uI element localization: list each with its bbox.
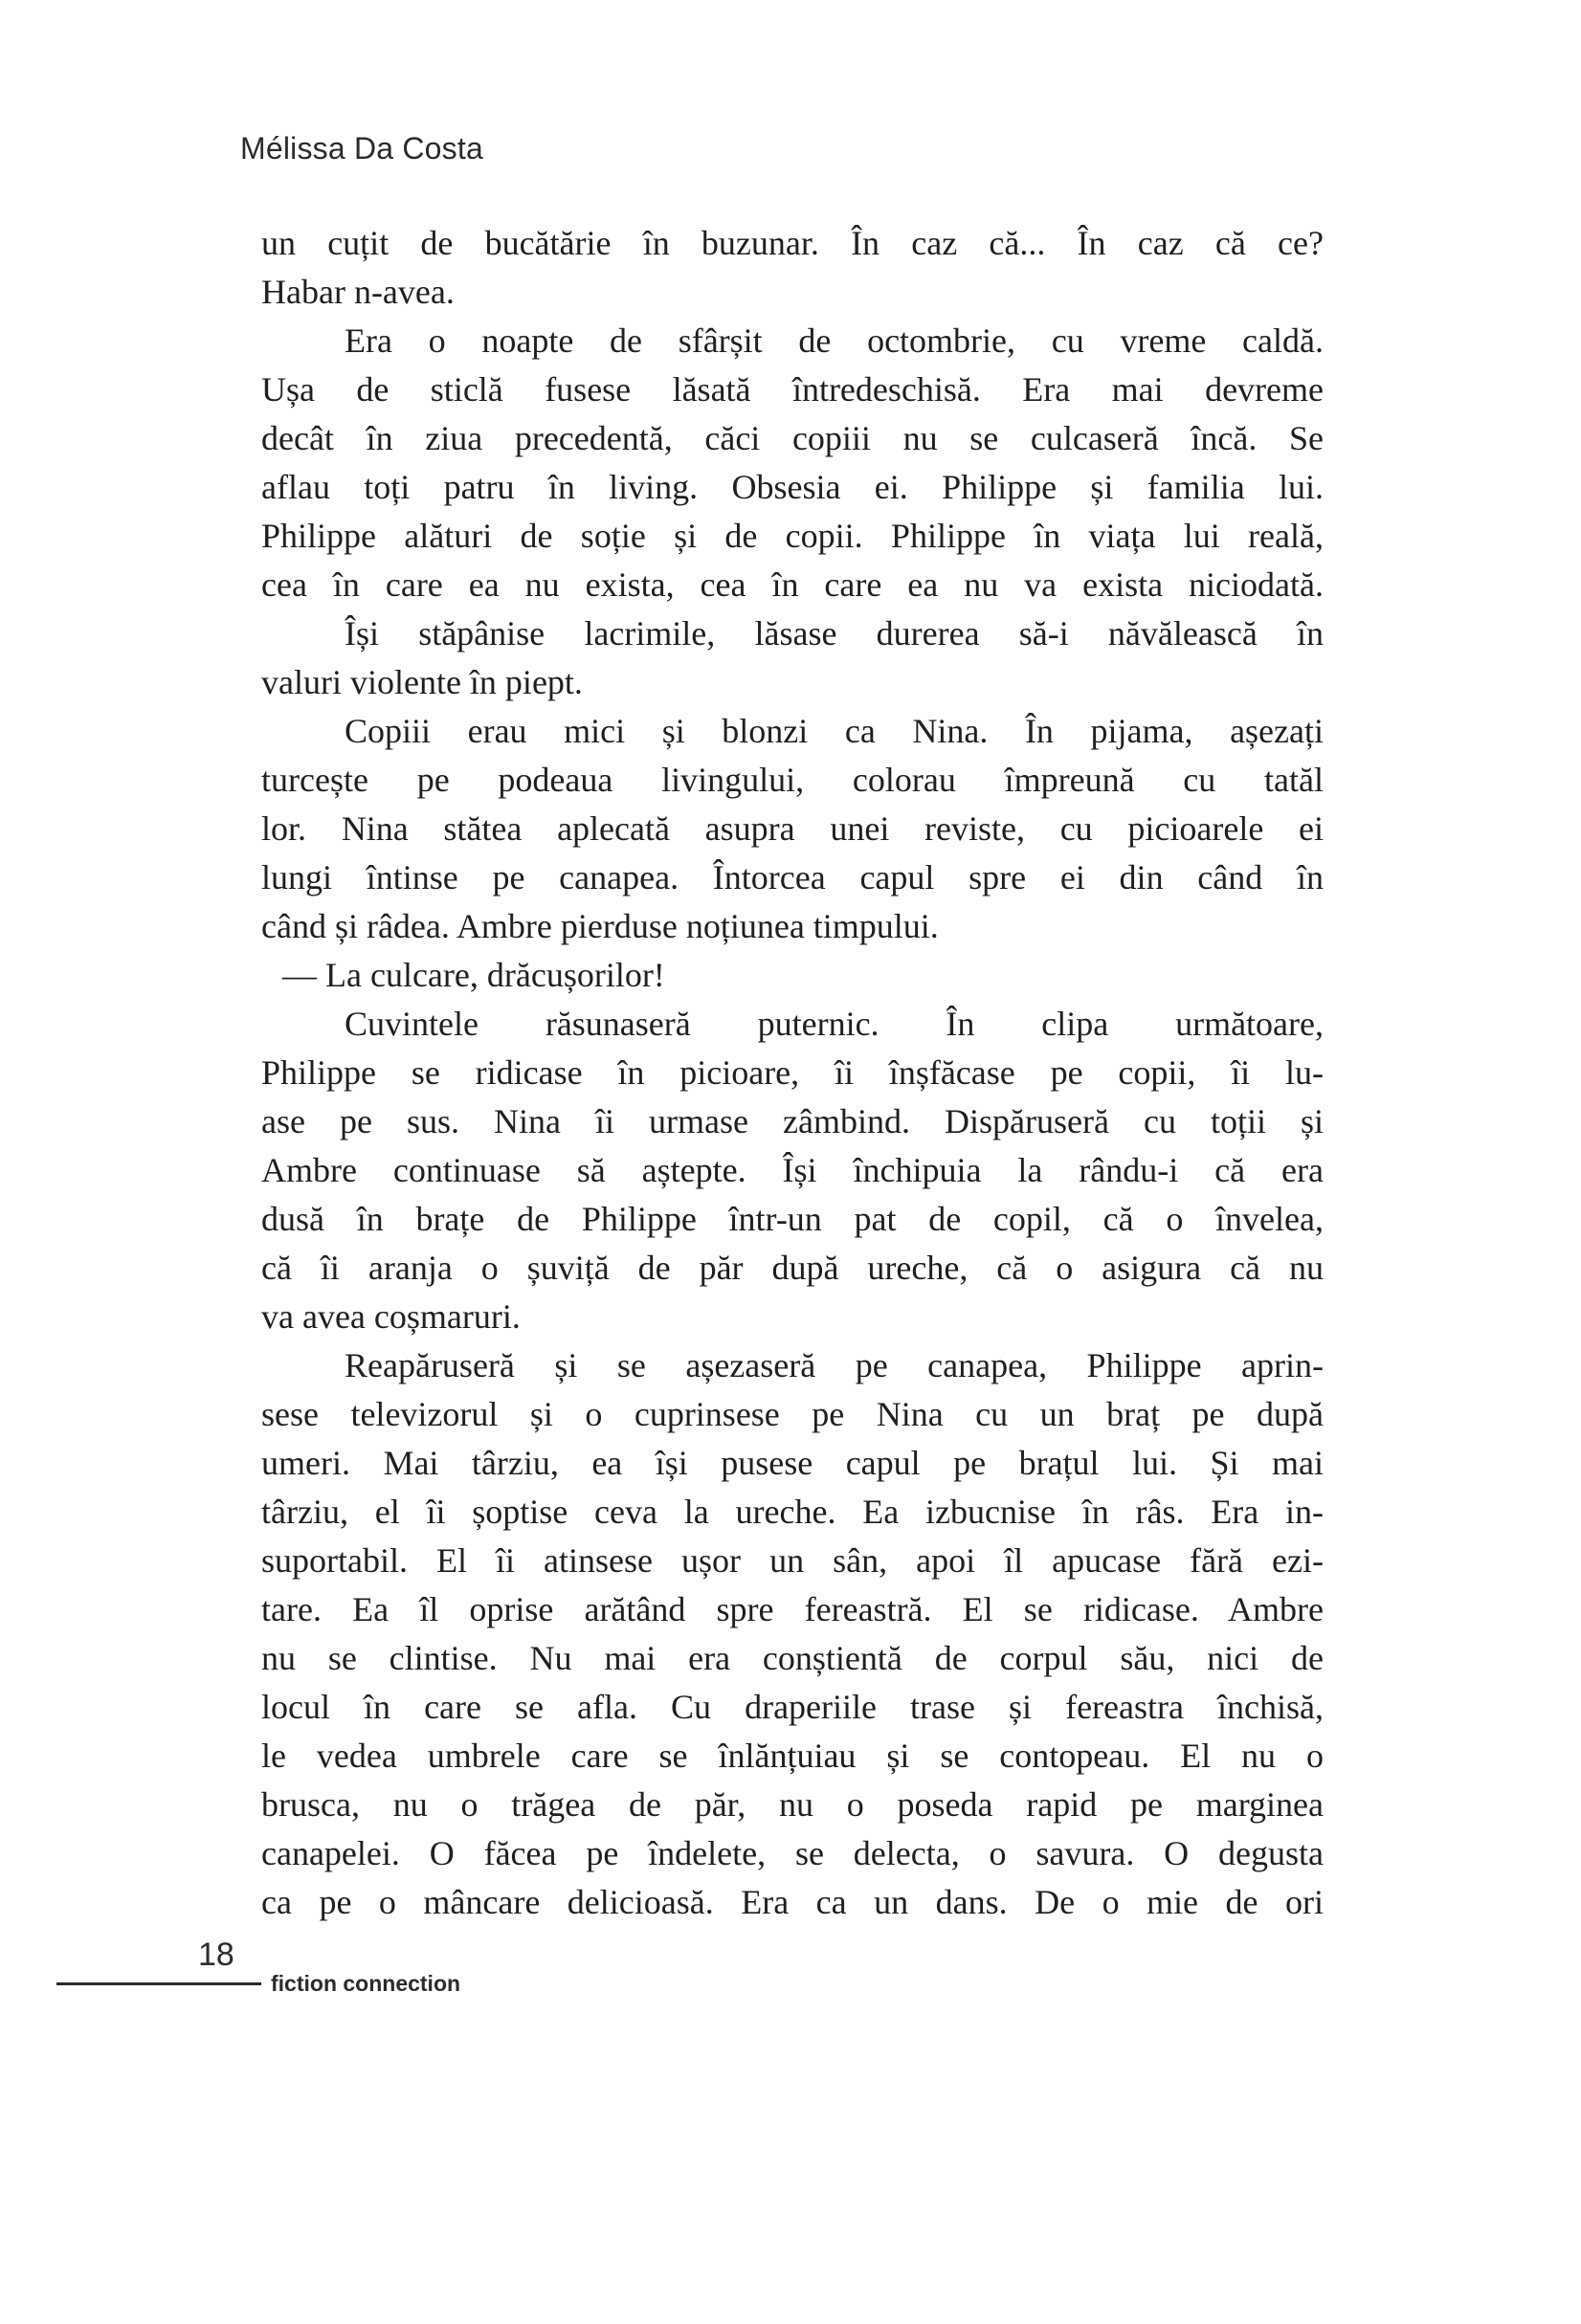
text-line: un cuțit de bucătărie în buzunar. În caz că... În caz că ce?: [261, 224, 1324, 262]
text-line: — La culcare, drăcușorilor!: [282, 956, 665, 994]
text-line: cea în care ea nu exista, cea în care ea nu va exista niciodată.: [261, 565, 1324, 604]
footer-rule: [56, 1982, 261, 1985]
text-line: canapelei. O făcea pe îndelete, se delecta, o savura. O degusta: [261, 1834, 1324, 1872]
paragraph: [261, 707, 1324, 951]
text-line: decât în ziua precedentă, căci copiii nu se culcaseră încă. Se: [261, 419, 1324, 457]
text-line: Copiii erau mici și blonzi ca Nina. În pijama, așezați: [345, 712, 1324, 750]
body-text: [261, 219, 1324, 1927]
text-line: tare. Ea îl oprise arătând spre fereastră. El se ridicase. Ambre: [261, 1590, 1324, 1628]
paragraph: [261, 219, 1324, 317]
text-line: Reapăruseră și se așezaseră pe canapea, Philippe aprin-: [345, 1346, 1324, 1384]
text-line: Era o noapte de sfârșit de octombrie, cu vreme caldă.: [345, 321, 1324, 360]
text-line: nu se clintise. Nu mai era conștientă de corpul său, nici de: [261, 1639, 1324, 1677]
paragraph: [261, 317, 1324, 609]
text-line: va avea coșmaruri.: [261, 1297, 521, 1336]
text-line: Philippe se ridicase în picioare, îi înșfăcase pe copii, îi lu-: [261, 1053, 1324, 1092]
paragraph: [261, 1341, 1324, 1927]
text-line: locul în care se afla. Cu draperiile trase și fereastra închisă,: [261, 1688, 1324, 1726]
text-line: dusă în brațe de Philippe într-un pat de copil, că o învelea,: [261, 1200, 1324, 1238]
text-line: lor. Nina stătea aplecată asupra unei reviste, cu picioarele ei: [261, 809, 1324, 848]
paragraph: [261, 609, 1324, 707]
text-line: Își stăpânise lacrimile, lăsase durerea să-i năvălească în: [345, 614, 1324, 653]
text-line: când și râdea. Ambre pierduse noțiunea timpului.: [261, 907, 939, 945]
page-number: 18: [198, 1937, 234, 1973]
text-line: umeri. Mai târziu, ea își pusese capul pe brațul lui. Și mai: [261, 1444, 1324, 1482]
text-line: le vedea umbrele care se înlănțuiau și se contopeau. El nu o: [261, 1737, 1324, 1775]
text-line: târziu, el îi șoptise ceva la ureche. Ea izbucnise în râs. Era in-: [261, 1493, 1324, 1531]
text-line: ca pe o mâncare delicioasă. Era ca un dans. De o mie de ori: [261, 1883, 1324, 1921]
text-line: Philippe alături de soție și de copii. Philippe în viața lui reală,: [261, 517, 1324, 555]
paragraph: [261, 1000, 1324, 1341]
running-header: Mélissa Da Costa: [240, 131, 483, 166]
text-line: aflau toți patru în living. Obsesia ei. Philippe și familia lui.: [261, 468, 1324, 506]
text-line: Ambre continuase să aștepte. Își închipuia la rându-i că era: [261, 1151, 1324, 1189]
text-line: suportabil. El îi atinsese ușor un sân, apoi îl apucase fără ezi-: [261, 1541, 1324, 1580]
text-line: că îi aranja o șuviță de păr după ureche, că o asigura că nu: [261, 1249, 1324, 1287]
text-line: brusca, nu o trăgea de păr, nu o poseda rapid pe marginea: [261, 1785, 1324, 1824]
text-line: Ușa de sticlă fusese lăsată întredeschisă. Era mai devreme: [261, 370, 1324, 409]
imprint-label: fiction connection: [271, 1971, 461, 1996]
text-line: Cuvintele răsunaseră puternic. În clipa următoare,: [345, 1005, 1324, 1043]
paragraph: [261, 951, 1324, 1000]
text-line: Habar n-avea.: [261, 273, 455, 311]
text-line: ase pe sus. Nina îi urmase zâmbind. Dispăruseră cu toții și: [261, 1102, 1324, 1140]
text-line: lungi întinse pe canapea. Întorcea capul spre ei din când în: [261, 858, 1324, 896]
text-line: valuri violente în piept.: [261, 663, 583, 701]
text-line: sese televizorul și o cuprinsese pe Nina cu un braț pe după: [261, 1395, 1324, 1433]
text-line: turcește pe podeaua livingului, colorau împreună cu tatăl: [261, 761, 1324, 799]
